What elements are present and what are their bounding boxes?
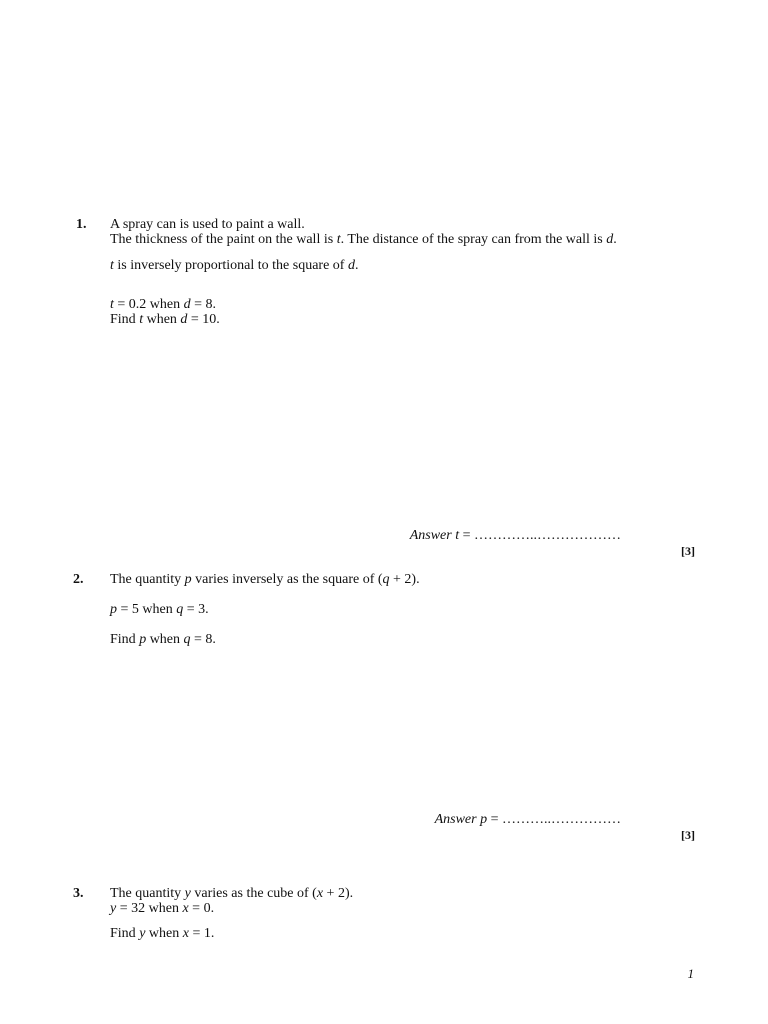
question-3-line-1 <box>110 886 353 902</box>
question-2-answer-line <box>435 812 621 828</box>
math-variable: d <box>183 297 191 312</box>
text-run: = 3. <box>183 602 209 617</box>
question-2-marks: [3] <box>681 828 695 842</box>
question-2-line-3 <box>110 632 216 648</box>
text-run: Find <box>110 926 140 941</box>
text-run: Find <box>110 312 140 327</box>
math-variable: t <box>139 312 144 327</box>
math-variable: t <box>110 258 114 273</box>
answer-variable: p <box>480 812 488 827</box>
text-run: = 8. <box>190 632 216 647</box>
question-2-line-1 <box>110 572 420 588</box>
math-variable: q <box>382 572 390 587</box>
text-run: = 5 when <box>117 602 177 617</box>
math-variable: x <box>182 926 189 941</box>
math-variable: q <box>183 632 191 647</box>
question-1-answer-line <box>410 528 621 544</box>
question-1-marks: [3] <box>681 544 695 558</box>
text-run: . <box>354 258 359 273</box>
text-run: = 0. <box>188 901 215 916</box>
answer-equals: = <box>487 812 502 827</box>
math-variable: t <box>336 232 341 247</box>
text-run: The thickness of the paint on the wall is <box>110 232 337 247</box>
text-run: The quantity <box>110 572 185 587</box>
math-variable: q <box>176 602 184 617</box>
answer-equals: = <box>459 528 474 543</box>
math-variable: p <box>184 572 192 587</box>
text-run: = 8. <box>190 297 217 312</box>
math-variable: x <box>182 901 189 916</box>
text-run: . The distance of the spray can from the wall is <box>340 232 607 247</box>
text-run: is inversely proportional to the square of <box>113 258 348 273</box>
question-3-line-2 <box>110 901 214 917</box>
text-run: varies inversely as the square of ( <box>191 572 383 587</box>
math-variable: x <box>316 886 324 901</box>
answer-dots: ………..…………… <box>502 812 621 827</box>
question-1-line-3 <box>110 258 358 274</box>
text-run: = 1. <box>188 926 215 941</box>
question-3-line-3 <box>110 926 214 942</box>
question-1-line-5 <box>110 312 220 328</box>
math-variable: y <box>184 886 191 901</box>
math-variable: d <box>347 258 355 273</box>
text-run: The quantity <box>110 886 185 901</box>
math-variable: y <box>110 901 117 916</box>
math-variable: d <box>606 232 614 247</box>
text-run: A spray can is used to paint a wall. <box>110 217 305 232</box>
math-variable: y <box>139 926 146 941</box>
question-1-line-4 <box>110 297 216 313</box>
text-run: = 32 when <box>116 901 183 916</box>
question-1-line-1 <box>110 217 305 233</box>
text-run: + 2). <box>389 572 420 587</box>
text-run: . <box>613 232 617 247</box>
math-variable: p <box>110 602 117 617</box>
answer-label: Answer <box>409 528 456 543</box>
text-run: = 0.2 when <box>113 297 184 312</box>
text-run: Find <box>110 632 140 647</box>
question-1-line-2 <box>110 232 617 248</box>
text-run: + 2). <box>323 886 354 901</box>
question-2-line-2 <box>110 602 209 618</box>
math-variable: p <box>139 632 147 647</box>
text-run: when <box>143 312 181 327</box>
text-run: varies as the cube of ( <box>190 886 317 901</box>
page-number: 1 <box>687 966 694 981</box>
question-3-number: 3. <box>73 886 84 901</box>
math-variable: d <box>180 312 188 327</box>
math-variable: t <box>110 297 114 312</box>
text-run: = 10. <box>187 312 220 327</box>
answer-label: Answer <box>434 812 481 827</box>
question-2-number: 2. <box>73 572 84 587</box>
text-run: when <box>145 926 183 941</box>
answer-dots: …………..……………… <box>474 528 621 543</box>
text-run: when <box>146 632 184 647</box>
question-1-number: 1. <box>76 217 87 232</box>
answer-variable: t <box>455 528 460 543</box>
